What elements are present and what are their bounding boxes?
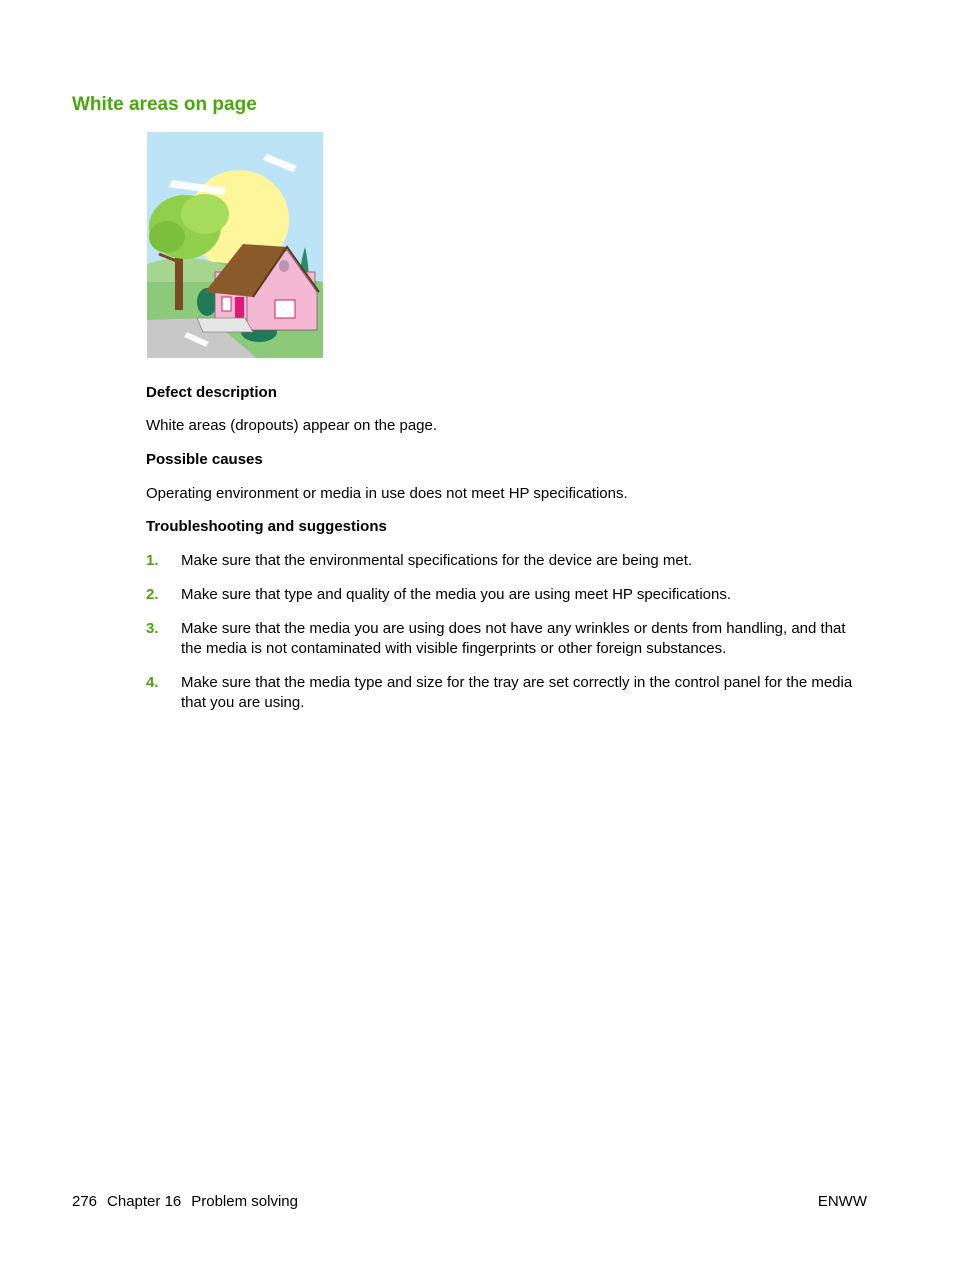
list-item [146,619,866,659]
steps [197,318,253,332]
tree-foliage [149,221,185,253]
possible-causes-title: Possible causes [146,451,263,468]
troubleshooting-steps [146,551,866,713]
defect-description-title: Defect description [146,384,277,401]
step-text: Make sure that the media you are using does not have any wrinkles or dents from handling, and that the media is not contaminated with visible fingerprints or other foreign substances. [181,620,846,657]
step-number: 3. [146,620,159,637]
sample-print-illustration [147,132,323,358]
door [235,297,244,319]
page-number: 276 [72,1193,98,1210]
tree-foliage [181,194,229,234]
possible-causes-text: Operating environment or media in use does not meet HP specifications. [146,485,628,502]
chimney-vent [279,260,289,272]
step-text: Make sure that type and quality of the media you are using meet HP specifications. [181,586,732,603]
page-heading: White areas on page [72,94,257,115]
footer-section: Problem solving [191,1193,298,1210]
defect-description-text: White areas (dropouts) appear on the page. [146,417,438,434]
step-text: Make sure that the environmental specifications for the device are being met. [181,552,693,569]
window [222,297,231,311]
footer-left [72,1193,298,1210]
step-number: 1. [146,552,159,569]
step-number: 2. [146,586,159,603]
step-text: Make sure that the media type and size for the tray are set correctly in the control panel for the media that you are using. [181,674,853,711]
step-number: 4. [146,674,159,691]
footer-chapter: Chapter 16 [107,1193,182,1210]
window [275,300,295,318]
page-content [146,383,866,727]
list-item [146,585,866,605]
list-item [146,551,866,571]
list-item [146,673,866,713]
troubleshooting-title: Troubleshooting and suggestions [146,518,387,535]
footer-right: ENWW [817,1193,867,1210]
